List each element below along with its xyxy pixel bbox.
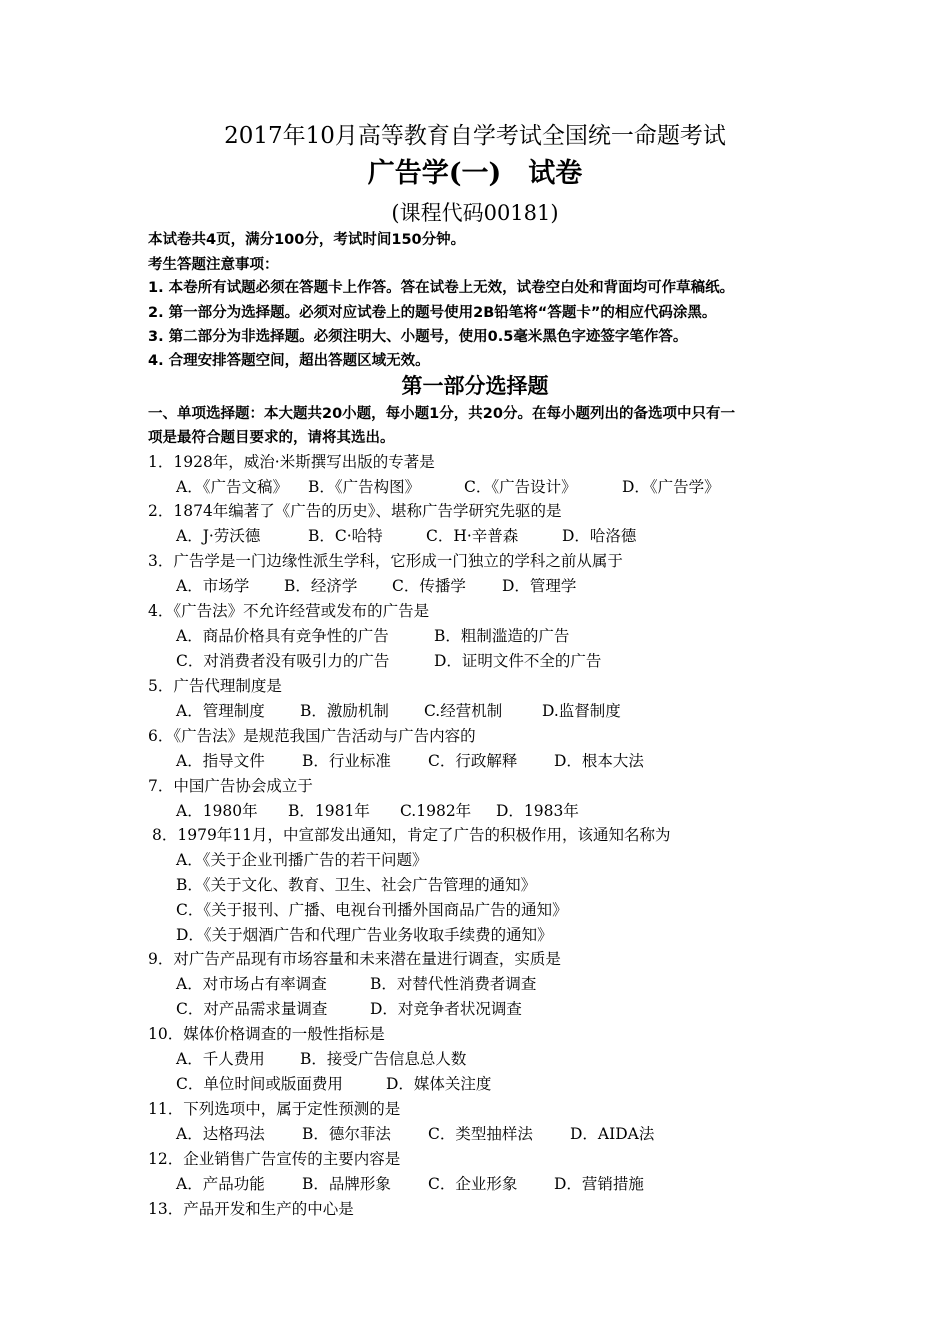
question-stem-11: 11．下列选项中，属于定性预测的是: [148, 1100, 401, 1118]
option: A．产品功能: [176, 1175, 265, 1193]
option: A．《广告文稿》: [176, 478, 288, 496]
option: D．根本大法: [554, 752, 644, 770]
question-stem-4: 4．《广告法》不允许经营或发布的广告是: [148, 602, 430, 620]
option: C．对消费者没有吸引力的广告: [176, 652, 390, 670]
option: B．对替代性消费者调查: [370, 975, 537, 993]
option: A．对市场占有率调查: [176, 975, 327, 993]
option: D．1983年: [496, 802, 579, 820]
question-options-10-row2: [176, 1073, 491, 1095]
question-option-8c: C．《关于报刊、广播、电视台刊播外国商品广告的通知》: [176, 901, 568, 919]
option: A．市场学: [176, 577, 250, 595]
option: B．行业标准: [302, 752, 391, 770]
part-one-instruction-line1: 一、单项选择题：本大题共20小题，每小题1分，共20分。在每小题列出的备选项中只有一: [148, 406, 735, 422]
option: C．对产品需求量调查: [176, 1000, 328, 1018]
option: C．H·辛普森: [426, 527, 519, 545]
option: D．媒体关注度: [386, 1075, 492, 1093]
question-options-4-row1: [176, 625, 569, 647]
question-options-12: [176, 1173, 644, 1195]
option: B．1981年: [288, 802, 370, 820]
part-one-instruction-line2: 项是最符合题目要求的，请将其选出。: [148, 430, 395, 446]
question-stem-5: 5．广告代理制度是: [148, 677, 282, 695]
option: D．对竞争者状况调查: [370, 1000, 522, 1018]
question-options-4-row2: [176, 650, 601, 672]
exam-title: 2017年10月高等教育自学考试全国统一命题考试: [224, 123, 726, 149]
option: D．管理学: [502, 577, 577, 595]
option: C．行政解释: [428, 752, 518, 770]
option: C．单位时间或版面费用: [176, 1075, 343, 1093]
subject-title: 广告学(一) 试卷: [367, 158, 583, 189]
option: D.监督制度: [542, 702, 621, 720]
option: A．指导文件: [176, 752, 265, 770]
option: C．企业形象: [428, 1175, 518, 1193]
notice-item-1: 1. 本卷所有试题必须在答题卡上作答。答在试卷上无效，试卷空白处和背面均可作草稿纸。: [148, 280, 735, 296]
option: B．《广告构图》: [308, 478, 421, 496]
option: D．哈洛德: [562, 527, 637, 545]
option: B．C·哈特: [308, 527, 383, 545]
question-options-10-row1: [176, 1048, 466, 1070]
option: C.经营机制: [424, 702, 503, 720]
notice-item-3: 3. 第二部分为非选择题。必须注明大、小题号，使用0.5毫米黑色字迹签字笔作答。: [148, 329, 688, 345]
notice-heading: 考生答题注意事项：: [148, 257, 279, 273]
question-options-1: [176, 476, 720, 498]
option: B．粗制滥造的广告: [434, 627, 570, 645]
option: A．1980年: [176, 802, 258, 820]
exam-summary: 本试卷共4页，满分100分，考试时间150分钟。: [148, 232, 466, 248]
question-stem-8: 8．1979年11月，中宣部发出通知，肯定了广告的积极作用，该通知名称为: [152, 826, 671, 844]
question-options-3: [176, 575, 576, 597]
option: C．《广告设计》: [464, 478, 577, 496]
option: A．达格玛法: [176, 1125, 265, 1143]
notice-item-4: 4. 合理安排答题空间，超出答题区域无效。: [148, 353, 430, 369]
question-stem-6: 6．《广告法》是规范我国广告活动与广告内容的: [148, 727, 476, 745]
question-stem-12: 12．企业销售广告宣传的主要内容是: [148, 1150, 401, 1168]
question-option-8b: B．《关于文化、教育、卫生、社会广告管理的通知》: [176, 876, 537, 894]
question-stem-3: 3．广告学是一门边缘性派生学科，它形成一门独立的学科之前从属于: [148, 552, 623, 570]
option: B．接受广告信息总人数: [300, 1050, 467, 1068]
option: D．营销措施: [554, 1175, 644, 1193]
question-stem-7: 7．中国广告协会成立于: [148, 777, 313, 795]
option: B．品牌形象: [302, 1175, 391, 1193]
course-code: (课程代码00181): [391, 201, 559, 225]
part-one-heading: 第一部分选择题: [401, 373, 549, 398]
question-stem-1: 1．1928年，威治·米斯撰写出版的专著是: [148, 453, 435, 471]
question-option-8d: D．《关于烟酒广告和代理广告业务收取手续费的通知》: [176, 926, 553, 944]
question-stem-9: 9．对广告产品现有市场容量和未来潜在量进行调查，实质是: [148, 950, 561, 968]
question-stem-10: 10．媒体价格调查的一般性指标是: [148, 1025, 385, 1043]
question-stem-13: 13．产品开发和生产的中心是: [148, 1200, 354, 1218]
question-stem-2: 2．1874年编著了《广告的历史》、堪称广告学研究先驱的是: [148, 502, 562, 520]
question-options-9-row2: [176, 998, 522, 1020]
option: C．传播学: [392, 577, 466, 595]
question-options-6: [176, 750, 644, 772]
option: D．证明文件不全的广告: [434, 652, 602, 670]
option: C.1982年: [400, 802, 472, 820]
question-options-11: [176, 1123, 654, 1145]
question-option-8a: A．《关于企业刊播广告的若干问题》: [176, 851, 428, 869]
option: C．类型抽样法: [428, 1125, 533, 1143]
question-options-9-row1: [176, 973, 536, 995]
option: A．J·劳沃德: [176, 527, 261, 545]
option: D．AIDA法: [570, 1125, 655, 1143]
option: A．商品价格具有竞争性的广告: [176, 627, 389, 645]
question-options-7: [176, 800, 579, 822]
question-options-2: [176, 525, 636, 547]
option: B．经济学: [284, 577, 358, 595]
option: A．管理制度: [176, 702, 265, 720]
option: B．德尔菲法: [302, 1125, 391, 1143]
option: D．《广告学》: [622, 478, 720, 496]
notice-item-2: 2. 第一部分为选择题。必须对应试卷上的题号使用2B铅笔将“答题卡”的相应代码涂黑。: [148, 305, 717, 321]
option: A．千人费用: [176, 1050, 265, 1068]
question-options-5: [176, 700, 621, 722]
option: B．激励机制: [300, 702, 389, 720]
